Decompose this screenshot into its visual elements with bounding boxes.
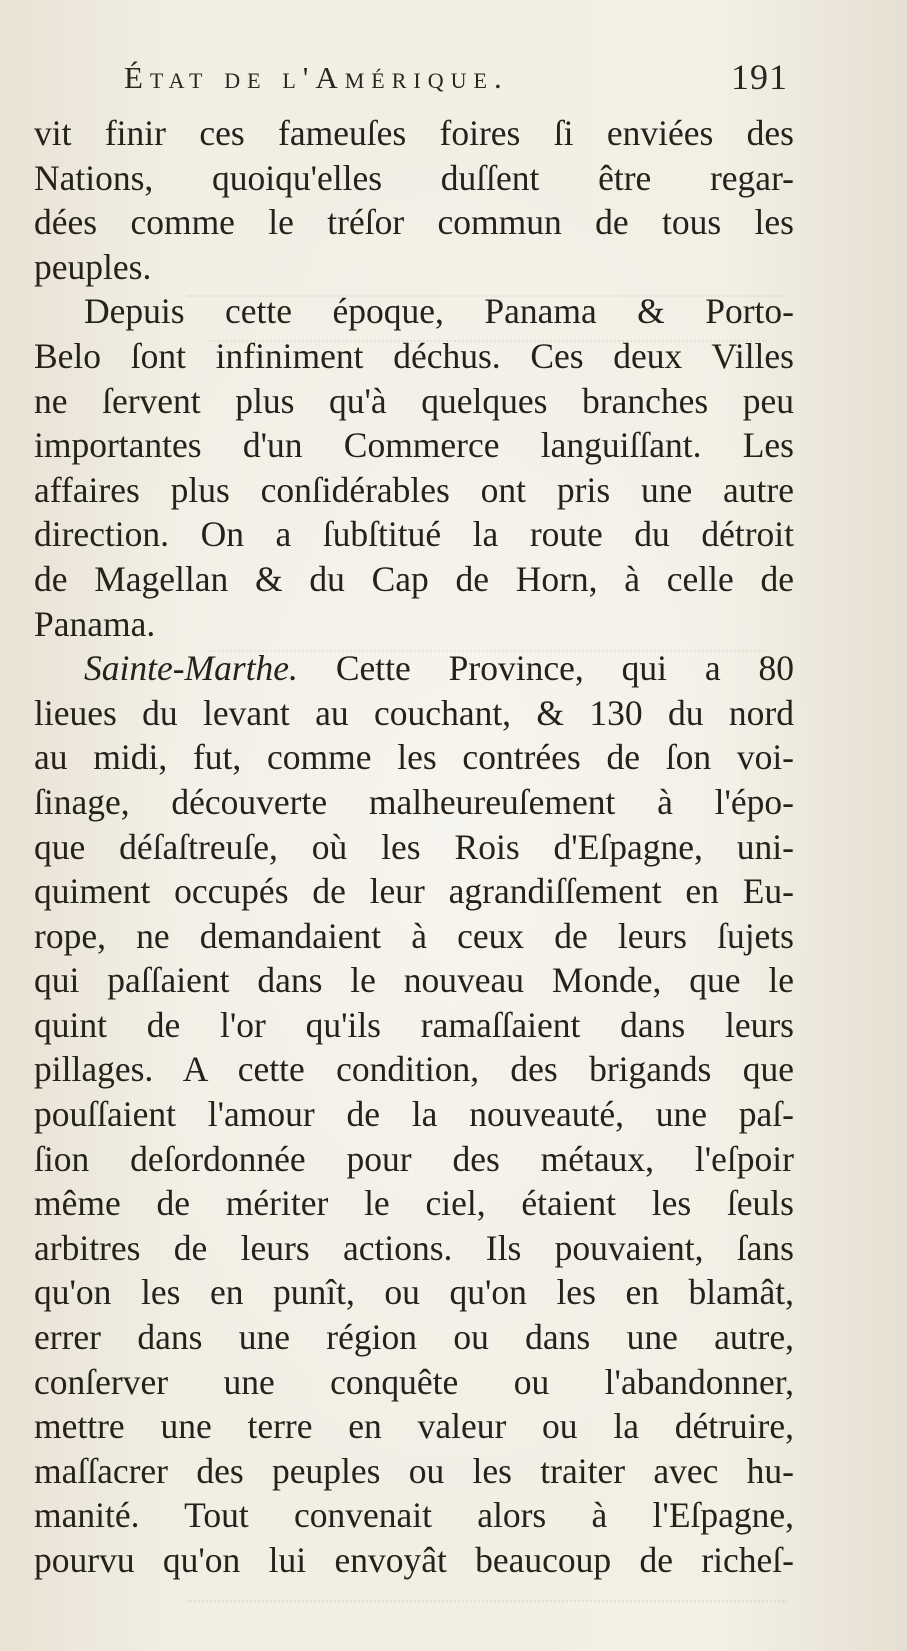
text-line: Panama. [34, 603, 156, 644]
text-line: mettre une terre en valeur ou la détruire, [34, 1406, 794, 1447]
text-line: ſion deſordonnée pour des métaux, l'eſpoir [34, 1138, 794, 1179]
text-line: rope, ne demandaient à ceux de leurs ſujets [34, 915, 794, 956]
text-line: que déſaſtreuſe, où les Rois d'Eſpagne, uni- [34, 826, 794, 867]
text-line: Depuis cette époque, Panama & Porto- [84, 291, 794, 332]
text-line: maſſacrer des peuples ou les traiter avec hu- [34, 1450, 794, 1491]
text-line: quiment occupés de leur agrandiſſement en Eu- [34, 871, 794, 912]
text-line: peuples. [34, 246, 152, 287]
text-line: errer dans une région ou dans une autre, [34, 1317, 794, 1358]
text-line-rest: Cette Province, qui a 80 [335, 648, 794, 689]
text-line: importantes d'un Commerce languiſſant. Les [34, 425, 794, 466]
text-line: pourvu qu'on lui envoyât beaucoup de richeſ- [34, 1540, 794, 1580]
text-line: pillages. A cette condition, des brigands que [34, 1049, 794, 1090]
text-line: conſerver une conquête ou l'abandonner, [34, 1361, 794, 1402]
text-line: arbitres de leurs actions. Ils pouvaient, ſans [34, 1227, 794, 1268]
page-number: 191 [731, 57, 788, 97]
text-line: même de mériter le ciel, étaient les ſeuls [34, 1183, 794, 1224]
text-line: dées comme le tréſor commun de tous les [34, 202, 794, 243]
text-line: lieues du levant au couchant, & 130 du nord [34, 692, 794, 733]
text-line: ſinage, découverte malheureuſement à l'épo- [34, 781, 794, 822]
running-title: État de l'Amérique. [124, 60, 509, 95]
text-line: au midi, fut, comme les contrées de ſon voi- [34, 737, 794, 778]
text-line: qui paſſaient dans le nouveau Monde, que le [34, 960, 794, 1001]
text-line-with-heading [34, 646, 794, 691]
text-line: manité. Tout convenait alors à l'Eſpagne, [34, 1495, 794, 1536]
text-line: vit finir ces fameuſes foires ſi enviées des [34, 113, 794, 153]
text-line: qu'on les en punît, ou qu'on les en blamât, [34, 1272, 794, 1313]
text-line: ne ſervent plus qu'à quelques branches peu [34, 380, 794, 421]
text-line: Belo ſont infiniment déchus. Ces deux Villes [34, 335, 794, 376]
section-heading: Sainte-Marthe. [84, 648, 298, 689]
text-line: Nations, quoiqu'elles duſſent être regar- [34, 157, 794, 198]
text-line: quint de l'or qu'ils ramaſſaient dans leurs [34, 1004, 794, 1045]
running-header [124, 52, 788, 100]
body-text [34, 111, 794, 1583]
text-line: affaires plus conſidérables ont pris une autre [34, 469, 794, 510]
text-line: de Magellan & du Cap de Horn, à celle de [34, 558, 794, 599]
text-line: direction. On a ſubſtitué la route du détroit [34, 514, 794, 555]
text-line: pouſſaient l'amour de la nouveauté, une paſ- [34, 1094, 794, 1135]
